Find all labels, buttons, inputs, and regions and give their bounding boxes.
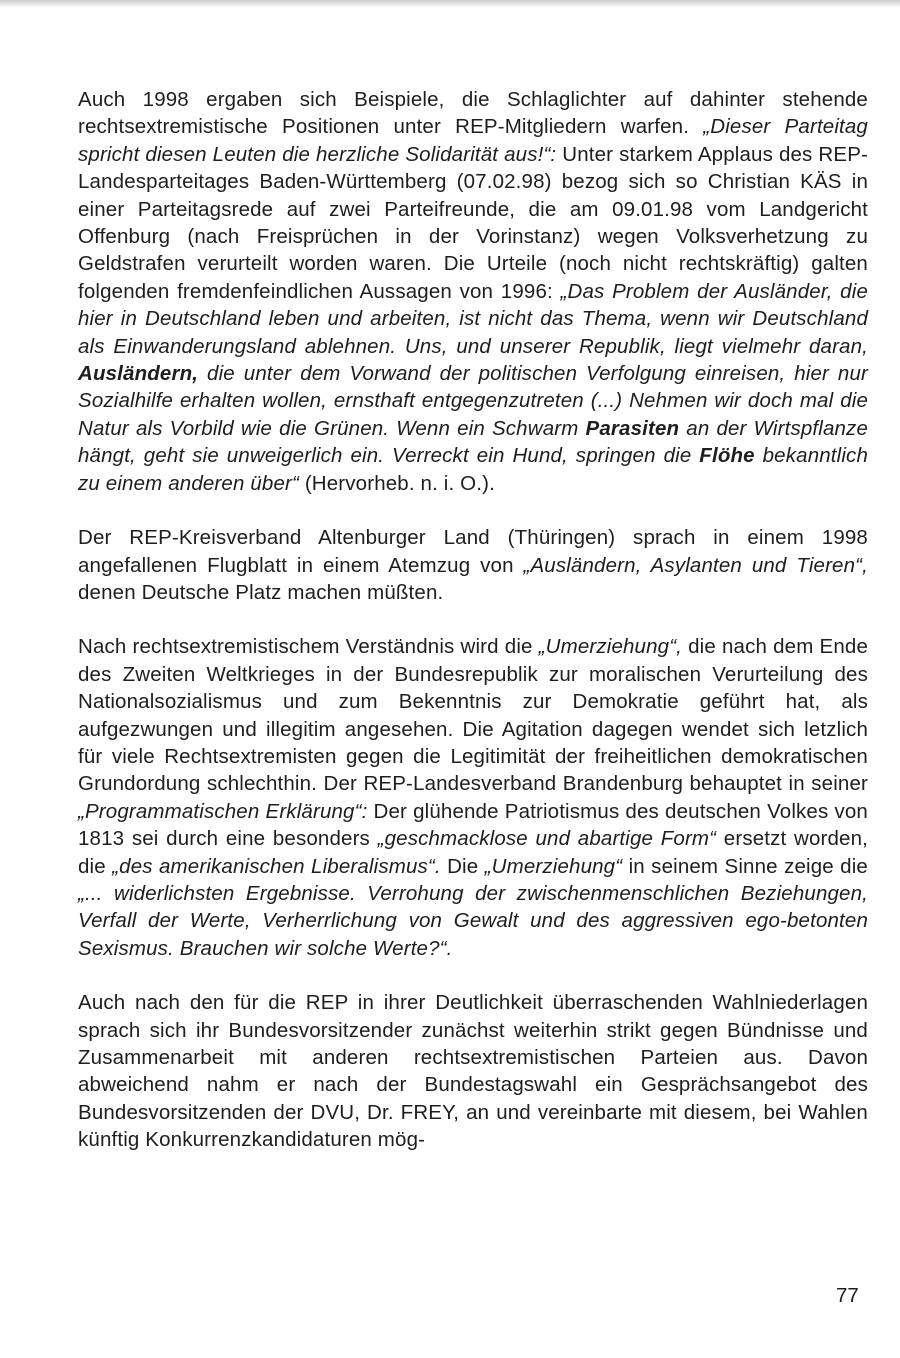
- paragraph-3: [78, 633, 868, 962]
- emphasized-text: Flöhe: [699, 444, 755, 468]
- quote-text: „geschmacklose und abartige Form“: [377, 827, 717, 851]
- paragraph-2: [78, 524, 868, 606]
- body-text: Der REP-Kreisverband Altenburger Land (Thüringen) sprach in einem 1998 angefallenen Flugblatt in einem Atemzug von: [78, 526, 868, 577]
- body-text: (Hervorheb. n. i. O.).: [298, 471, 495, 495]
- document-body: [78, 86, 868, 1181]
- body-text: Die: [440, 854, 485, 878]
- quote-text: „Das Problem der Ausländer, die hier in Deutschland leben und arbeiten, ist nicht das Thema, wenn wir Deutschland als Einwanderungsland ablehnen. Uns, und unserer Republik, liegt vielmehr daran,: [78, 279, 868, 358]
- body-text: in seinem Sinne zeige die: [622, 854, 868, 878]
- page-number: 77: [836, 1284, 859, 1307]
- body-text: Unter starkem Applaus des REP-Landesparteitages Baden-Württemberg (07.02.98) bezog sich so Christian KÄS in einer Parteitagsrede auf zwei Parteifreunde, die am 09.01.98 vom Landgericht Offenburg (nach Freisprüchen in der Vorinstanz) wegen Volksverhetzung zu Geldstrafen verurteilt worden waren. Die Urteile (noch nicht rechtskräftig) galten folgenden fremdenfeindlichen Aussagen von 1996:: [78, 142, 868, 303]
- body-text: denen Deutsche Platz machen müßten.: [78, 580, 444, 604]
- paragraph-1: [78, 86, 868, 497]
- quote-text: „Umerziehung“,: [538, 635, 683, 659]
- quote-text: „Umerziehung“: [484, 854, 623, 878]
- paragraph-4: [78, 989, 868, 1153]
- emphasized-text: Ausländern,: [78, 362, 199, 386]
- quote-text: „des amerikanischen Liberalismus“.: [112, 854, 441, 878]
- page-top-edge: [0, 0, 900, 8]
- quote-text: die unter dem Vorwand der politischen Verfolgung einreisen, hier nur Sozialhilfe erhalten wollen, ernsthaft entgegenzutreten (...) Nehmen wir doch mal die Natur als Vorbild wie die Grünen. Wenn ein Schwarm: [78, 362, 868, 440]
- quote-text: an der Wirtspflanze hängt, geht sie unweigerlich ein. Verreckt ein Hund, springen die: [78, 416, 868, 468]
- quote-text: „Dieser Parteitag spricht diesen Leuten die herzliche Solidarität aus!“:: [78, 115, 868, 166]
- quote-text: „Ausländern, Asylanten und Tieren“,: [523, 553, 868, 577]
- body-text: Auch 1998 ergaben sich Beispiele, die Schlaglichter auf dahinter stehende rechtsextremistische Positionen unter REP-Mitgliedern warfen.: [78, 88, 868, 139]
- body-text: ersetzt worden, die: [78, 827, 869, 878]
- body-text: die nach dem Ende des Zweiten Weltkrieges in der Bundesrepublik zur moralischen Verurteilung des Nationalsozialismus und zum Bekenntnis zur Demokratie geführt hat, als aufgezwungen und illegitim angesehen. Die Agitation dagegen wendet sich letzlich für viele Rechtsextremisten gegen die Legitimität der freiheitlichen demokratischen Grundordung schlechthin. Der REP-Landesverband Brandenburg behauptet in seiner: [78, 635, 868, 796]
- body-text: Nach rechtsextremistischem Verständnis wird die: [78, 635, 539, 659]
- emphasized-text: Parasiten: [585, 416, 680, 440]
- quote-text: „... widerlichsten Ergebnisse. Verrohung der zwischenmenschlichen Beziehungen, Verfall der Werte, Verherrlichung von Gewalt und des aggressiven ego-betonten Sexismus. Brauchen wir solche Werte?“.: [78, 881, 868, 960]
- quote-text: bekanntlich zu einem anderen über“: [78, 444, 868, 495]
- quote-text: „Programmatischen Erklärung“:: [78, 799, 368, 823]
- body-text: Auch nach den für die REP in ihrer Deutlichkeit überraschenden Wahlniederlagen sprach sich ihr Bundesvorsitzender zunächst weiterhin strikt gegen Bündnisse und Zusammenarbeit mit anderen rechtsextremistischen Parteien aus. Davon abweichend nahm er nach der Bundestagswahl ein Gesprächsangebot des Bundesvorsitzenden der DVU, Dr. FREY, an und vereinbarte mit diesem, bei Wahlen künftig Konkurrenzkandidaturen mög-: [78, 991, 868, 1152]
- body-text: Der glühende Patriotismus des deutschen Volkes von 1813 sei durch eine besonders: [78, 799, 868, 851]
